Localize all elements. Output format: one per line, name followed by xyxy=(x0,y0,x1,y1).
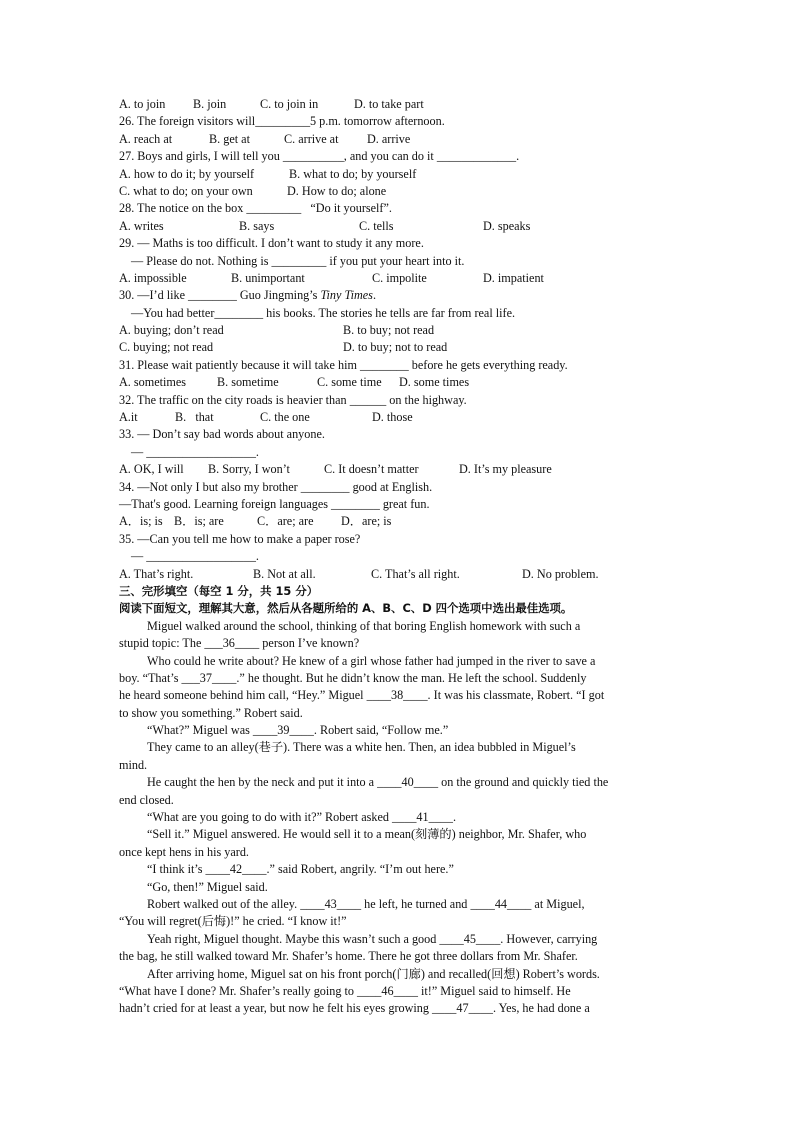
option: A. sometimes xyxy=(119,375,187,390)
option: B. Not at all. xyxy=(253,566,316,581)
option: A. buying; don’t read xyxy=(119,323,224,338)
book-title: Tiny Times xyxy=(320,288,373,303)
option: D. to take part xyxy=(354,97,424,111)
q29-options xyxy=(119,270,675,287)
q32-options xyxy=(119,409,675,426)
question-stem: 35. —Can you tell me how to make a paper rose? xyxy=(119,531,361,546)
q30-options-row2 xyxy=(119,339,675,356)
option: B. sometime xyxy=(217,375,279,390)
question-stem: 28. The notice on the box _________ “Do it yourself”. xyxy=(119,201,392,216)
option: C．are; are xyxy=(257,514,314,529)
passage-line: After arriving home, Miguel sat on his front porch(门廊) and recalled(回想) Robert’s words. xyxy=(147,966,600,981)
q27-options-row1 xyxy=(119,166,675,183)
section-title: 三、完形填空（每空 1 分，共 15 分） xyxy=(119,583,319,598)
option: A. to join xyxy=(119,97,166,111)
stem-text: . xyxy=(372,288,376,303)
exam-page xyxy=(119,96,675,1018)
passage-line: “You will regret(后悔)!” he cried. “I know it!” xyxy=(119,914,347,929)
question-stem: 29. — Maths is too difficult. I don’t want to study it any more. xyxy=(119,236,424,251)
option: A.it xyxy=(119,410,138,425)
option: D. some times xyxy=(399,375,470,390)
option: C. buying; not read xyxy=(119,340,214,355)
option: C. That’s all right. xyxy=(371,566,460,581)
option: D. How to do; alone xyxy=(287,183,387,198)
passage-line: Yeah right, Miguel thought. Maybe this wasn’t such a good ____45____. However, carrying xyxy=(147,931,598,946)
question-stem: 32. The traffic on the city roads is heavier than ______ on the highway. xyxy=(119,392,467,407)
passage-line: hadn’t cried for at least a year, but now he felt his eyes growing ____47____. Yes, he had done a xyxy=(119,1001,590,1016)
option: A. reach at xyxy=(119,131,173,146)
q33-options xyxy=(119,461,675,478)
answer-blank: — __________________. xyxy=(131,549,259,564)
passage-line: “I think it’s ____42____.” said Robert, angrily. “I’m out here.” xyxy=(147,862,454,877)
option: B. what to do; by yourself xyxy=(289,166,417,181)
option: C. what to do; on your own xyxy=(119,183,253,198)
passage-line: stupid topic: The ___36____ person I’ve known? xyxy=(119,636,360,651)
q34-options xyxy=(119,513,675,530)
passage-line: he heard someone behind him call, “Hey.” Miguel ____38____. It was his classmate, Robert. “I got xyxy=(119,688,605,703)
passage-line: “Go, then!” Miguel said. xyxy=(147,879,268,894)
option: D. those xyxy=(372,410,413,425)
option: C. impolite xyxy=(372,270,427,285)
option: B. to buy; not read xyxy=(343,323,435,338)
passage-line: the bag, he still walked toward Mr. Shafer’s home. There he got three dollars from Mr. Shafer. xyxy=(119,949,578,964)
passage-line: He caught the hen by the neck and put it into a ____40____ on the ground and quickly tied the xyxy=(147,775,609,790)
answer-blank: — __________________. xyxy=(131,444,259,459)
option: C. the one xyxy=(260,410,310,425)
passage-line: “What?” Miguel was ____39____. Robert said, “Follow me.” xyxy=(147,723,449,738)
option: B. that xyxy=(175,410,214,425)
q31-options xyxy=(119,374,675,391)
q25-options xyxy=(119,96,675,113)
passage-line: “What have I done? Mr. Shafer’s really going to ____46____ it!” Miguel said to himself. He xyxy=(119,983,571,998)
option: A. OK, I will xyxy=(119,462,184,477)
cloze-passage xyxy=(119,618,675,1018)
option: C. some time xyxy=(317,375,382,390)
option: D．are; is xyxy=(341,514,392,529)
passage-line: “Sell it.” Miguel answered. He would sell it to a mean(刻薄的) neighbor, Mr. Shafer, who xyxy=(147,827,587,842)
option: A. That’s right. xyxy=(119,566,194,581)
q26-options xyxy=(119,131,675,148)
option: D. arrive xyxy=(367,131,411,146)
option: D. It’s my pleasure xyxy=(459,462,552,477)
question-stem: 31. Please wait patiently because it will take him ________ before he gets everything ready. xyxy=(119,357,568,372)
option: D. speaks xyxy=(483,218,531,233)
option: C. arrive at xyxy=(284,131,339,146)
option: B．is; are xyxy=(174,514,224,529)
question-stem: 34. —Not only I but also my brother ________ good at English. xyxy=(119,479,433,494)
stem-text: 30. —I’d like ________ Guo Jingming’s xyxy=(119,288,321,303)
question-stem: 26. The foreign visitors will_________5 p.m. tomorrow afternoon. xyxy=(119,114,445,129)
passage-line: Who could he write about? He knew of a girl whose father had jumped in the river to save a xyxy=(147,653,596,668)
question-reply: —You had better________ his books. The stories he tells are far from real life. xyxy=(131,305,516,320)
option: B. get at xyxy=(209,131,250,146)
passage-line: mind. xyxy=(119,757,148,772)
q30-options-row1 xyxy=(119,322,675,339)
option: A. impossible xyxy=(119,270,187,285)
passage-line: Robert walked out of the alley. ____43____ he left, he turned and ____44____ at Miguel, xyxy=(147,896,585,911)
option: D. No problem. xyxy=(522,566,599,581)
option: C. to join in xyxy=(260,97,319,111)
option: C. It doesn’t matter xyxy=(324,462,419,477)
option: D. impatient xyxy=(483,270,544,285)
option: A. writes xyxy=(119,218,164,233)
passage-line: boy. “That’s ___37____.” he thought. But he didn’t know the man. He left the school. Suddenly xyxy=(119,670,587,685)
question-stem: 33. — Don’t say bad words about anyone. xyxy=(119,427,325,442)
passage-line: “What are you going to do with it?” Robert asked ____41____. xyxy=(147,810,457,825)
question-reply: —That's good. Learning foreign languages ________ great fun. xyxy=(119,496,430,511)
option: A. how to do it; by yourself xyxy=(119,166,255,181)
passage-line: They came to an alley(巷子). There was a white hen. Then, an idea bubbled in Miguel’s xyxy=(147,740,576,755)
q35-options xyxy=(119,566,675,583)
passage-line: to show you something.” Robert said. xyxy=(119,705,303,720)
question-stem xyxy=(119,287,675,304)
option: B. unimportant xyxy=(231,270,305,285)
option: B. join xyxy=(193,97,227,111)
option: A．is; is xyxy=(119,514,163,529)
question-reply: — Please do not. Nothing is _________ if you put your heart into it. xyxy=(131,253,465,268)
q27-options-row2 xyxy=(119,183,675,200)
passage-line: Miguel walked around the school, thinking of that boring English homework with such a xyxy=(147,618,581,633)
option: B. Sorry, I won’t xyxy=(208,462,290,477)
option: C. tells xyxy=(359,218,394,233)
passage-line: end closed. xyxy=(119,792,174,807)
section-instruction: 阅读下面短文，理解其大意，然后从各题所给的 A、B、C、D 四个选项中选出最佳选项。 xyxy=(119,601,573,616)
option: D. to buy; not to read xyxy=(343,340,448,355)
option: B. says xyxy=(239,218,275,233)
question-stem: 27. Boys and girls, I will tell you __________, and you can do it _____________. xyxy=(119,149,520,164)
passage-line: once kept hens in his yard. xyxy=(119,844,249,859)
q28-options xyxy=(119,218,675,235)
